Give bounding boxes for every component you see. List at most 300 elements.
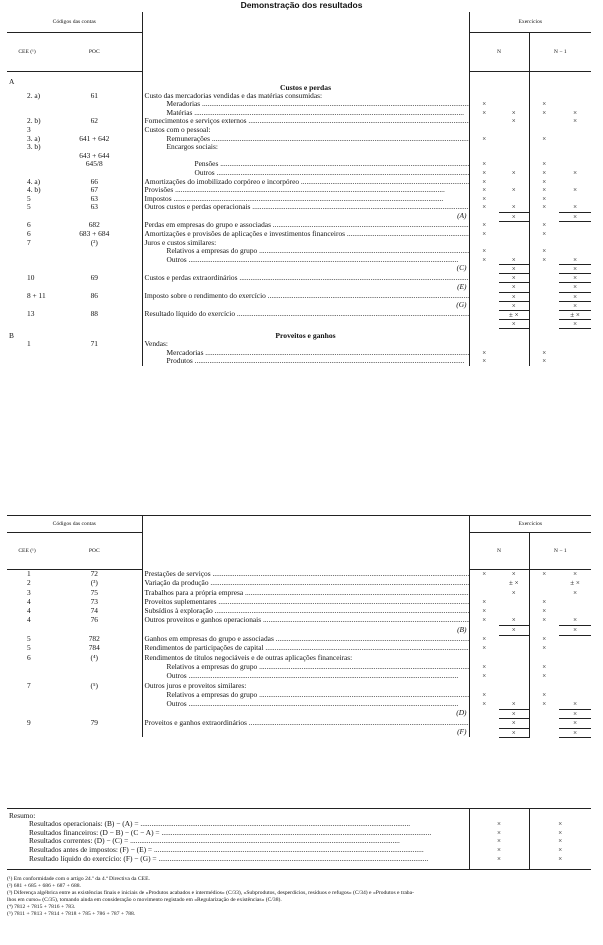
poc-code: 61 — [47, 92, 142, 101]
part-a-letter: A — [9, 77, 15, 86]
n-total-mark — [499, 635, 529, 644]
n-total-mark — [499, 654, 529, 663]
n1-header: N − 1 — [529, 33, 591, 72]
poc-code — [47, 283, 142, 292]
cee-code: 6 — [27, 653, 31, 662]
account-description — [142, 239, 469, 248]
description-text: (F) — [457, 728, 467, 737]
account-description — [142, 728, 469, 737]
n1-total-mark — [559, 607, 591, 616]
n-total-mark — [499, 230, 529, 239]
n1-header-2: N − 1 — [529, 533, 591, 570]
footnote: (²) 681 + 685 + 686 + 687 + 688. — [7, 883, 81, 889]
n1-debit-mark — [529, 117, 559, 126]
table-row — [7, 135, 591, 144]
n1-total-mark: × — [573, 588, 578, 597]
n-debit-mark — [469, 92, 499, 101]
poc-code — [47, 264, 142, 273]
n-debit-mark: × — [482, 229, 487, 238]
n1-total-mark — [559, 691, 591, 700]
n1-debit-mark — [529, 589, 559, 598]
n-total-mark — [499, 663, 529, 672]
cee-code: 9 — [27, 718, 31, 727]
n-header: N — [469, 33, 529, 72]
table-row — [7, 672, 591, 681]
n-debit-mark: × — [482, 607, 487, 616]
table-row — [7, 349, 591, 358]
description-text: Provisões ..... — [145, 186, 445, 194]
description-text: (E) — [457, 282, 467, 291]
cee-code — [7, 160, 47, 169]
table-row — [7, 719, 591, 728]
cee-code: 10 — [27, 273, 35, 282]
table-row — [7, 221, 591, 230]
n1-debit-mark: × — [542, 100, 547, 109]
n-debit-mark: × — [482, 134, 487, 143]
resumo-label: Resumo: — [7, 809, 469, 821]
n-debit-mark — [469, 212, 499, 221]
account-description — [142, 92, 469, 101]
n1-total-mark — [559, 672, 591, 681]
poc-code — [47, 301, 142, 310]
footnote: (⁴) 7812 + 7815 + 7816 + 783. — [7, 904, 76, 910]
poc-code — [47, 357, 142, 366]
n1-debit-mark — [529, 274, 559, 283]
account-description — [142, 109, 469, 118]
cee-code: 3 — [27, 126, 31, 135]
cee-code: 4. a) — [27, 177, 41, 186]
description-text: Variação da produção ..... — [145, 579, 470, 587]
footnote: (⁵) 7811 + 7813 + 7814 + 7818 + 785 + 786 + 787 + 788. — [7, 911, 136, 917]
n-total-mark: × — [499, 700, 529, 709]
resumo-description-text: Resultados operacionais: (B) − (A) = ..... — [29, 820, 410, 828]
n1-total-mark: × — [559, 728, 591, 737]
income-statement-costs-table — [7, 12, 591, 366]
n1-debit-mark: × — [542, 700, 547, 709]
poc-code — [47, 700, 142, 709]
n-debit-mark — [469, 340, 499, 349]
poc-code — [47, 100, 142, 109]
account-description — [142, 117, 469, 126]
n1-debit-mark: × — [542, 672, 547, 681]
n-total-mark — [499, 135, 529, 144]
n1-total-mark: × — [573, 292, 578, 301]
n1-debit-mark — [529, 126, 559, 135]
poc-code: (³) — [47, 579, 142, 588]
description-text: Impostos ..... — [145, 195, 444, 203]
n1-total-mark — [559, 100, 591, 109]
account-description — [142, 654, 469, 663]
n-debit-mark — [469, 728, 499, 737]
n1-total-mark: × — [559, 626, 591, 635]
resumo-description — [7, 829, 469, 838]
resumo-n-mark: × — [469, 855, 529, 864]
cee-code: 2 — [27, 579, 31, 588]
n1-debit-mark: × — [542, 255, 547, 264]
n-debit-mark: × — [482, 255, 487, 264]
poc-code: 79 — [47, 719, 142, 728]
table-row — [7, 589, 591, 598]
n1-debit-mark — [529, 283, 559, 292]
table-row — [7, 274, 591, 283]
resumo-description-text: Resultado líquido do exercício: (F) − (G) = ..... — [29, 855, 428, 863]
resumo-row — [7, 820, 591, 829]
n1-debit-mark: × — [542, 186, 547, 195]
cee-code — [7, 691, 47, 700]
description-text: Encargos sociais: — [166, 143, 218, 152]
account-description — [142, 186, 469, 195]
n-debit-mark — [469, 682, 499, 691]
table-row — [7, 169, 591, 178]
n-debit-mark: × — [482, 100, 487, 109]
n1-total-mark — [559, 654, 591, 663]
n-total-mark — [499, 178, 529, 187]
account-description — [142, 292, 469, 301]
cee-code: 4 — [27, 597, 31, 606]
cee-code: 2. b) — [27, 117, 41, 126]
table-row — [7, 186, 591, 195]
n1-total-mark: × — [559, 709, 591, 718]
account-description — [142, 160, 469, 169]
cee-code — [7, 212, 47, 221]
cee-code: 7 — [27, 238, 31, 247]
table-row — [7, 700, 591, 709]
n1-debit-mark: × — [542, 229, 547, 238]
account-description — [142, 607, 469, 616]
n-debit-mark — [469, 264, 499, 273]
n-total-mark: × — [499, 320, 529, 329]
account-description — [142, 301, 469, 310]
account-description — [142, 691, 469, 700]
table-row — [7, 598, 591, 607]
n-debit-mark — [469, 283, 499, 292]
n-debit-mark: × — [482, 644, 487, 653]
n1-debit-mark — [529, 579, 559, 588]
description-text: Rendimentos de títulos negociáveis e de outras aplicações financeiras: — [144, 653, 353, 662]
table-row — [7, 635, 591, 644]
account-description — [142, 626, 469, 635]
n-debit-mark: × — [482, 169, 487, 178]
n1-total-mark: × — [559, 212, 591, 221]
n-total-mark: × — [499, 292, 529, 301]
n1-total-mark: × — [573, 274, 578, 283]
poc-code — [47, 109, 142, 118]
n-debit-mark: × — [482, 247, 487, 256]
resumo-n1-mark: × — [558, 854, 563, 863]
description-text: Trabalhos para a própria empresa ..... — [145, 589, 470, 597]
table-row — [7, 143, 591, 152]
page-title: Demonstração dos resultados — [240, 0, 363, 10]
account-description — [142, 598, 469, 607]
cee-code: 1 — [27, 340, 31, 349]
poc-code: 72 — [47, 570, 142, 580]
resumo-n-mark: × — [469, 837, 529, 846]
description-text: Amortizações do imobilizado corpóreo e incorpóreo ..... — [145, 178, 470, 186]
description-text: Fornecimentos e serviços externos ..... — [145, 117, 470, 125]
resumo-description-text: Resultados antes de impostos: (F) − (E) = ..... — [29, 846, 424, 854]
cee-code: 5 — [27, 635, 31, 644]
poc-code — [47, 663, 142, 672]
account-description — [142, 340, 469, 349]
poc-code: (²) — [47, 239, 142, 248]
n1-total-mark — [559, 221, 591, 230]
description-text: Proveitos suplementares ..... — [145, 598, 470, 606]
footnotes — [7, 876, 597, 918]
n-total-mark: × — [499, 212, 529, 221]
n1-total-mark — [559, 663, 591, 672]
codigos-header: Códigos das contas — [7, 12, 142, 33]
cee-code: 8 + 11 — [27, 292, 46, 301]
cee-header: CEE (¹) — [7, 33, 47, 72]
description-text: Outros ..... — [195, 169, 470, 177]
account-description — [142, 672, 469, 681]
n-total-mark: × — [499, 256, 529, 265]
cee-code: 3 — [27, 588, 31, 597]
account-description — [142, 221, 469, 230]
cee-code — [7, 169, 47, 178]
n1-debit-mark: × — [542, 644, 547, 653]
resumo-row — [7, 829, 591, 838]
n1-debit-mark: × — [542, 134, 547, 143]
cee-code: 1 — [27, 569, 31, 578]
n1-debit-mark — [529, 709, 559, 718]
n1-debit-mark: × — [542, 597, 547, 606]
table-row — [7, 570, 591, 580]
n1-debit-mark: × — [542, 247, 547, 256]
account-description — [142, 126, 469, 135]
poc-code — [47, 728, 142, 737]
table-row — [7, 203, 591, 212]
n1-debit-mark — [529, 310, 559, 319]
exercicios-header: Exercícios — [469, 12, 591, 33]
n-total-mark: × — [499, 274, 529, 283]
resumo-n1-mark: × — [558, 837, 563, 846]
account-description — [142, 589, 469, 598]
n-total-mark — [499, 691, 529, 700]
account-description — [142, 310, 469, 319]
account-description — [142, 152, 469, 161]
account-description — [142, 709, 469, 718]
table-row — [7, 247, 591, 256]
poc-code: 71 — [47, 340, 142, 349]
table-row — [7, 160, 591, 169]
footnote: (¹) Em conformidade com o artigo 24.º da 4.ª Directiva da CEE. — [7, 876, 150, 882]
table-row — [7, 644, 591, 653]
n1-total-mark — [559, 349, 591, 358]
n1-debit-mark: × — [542, 203, 547, 212]
resumo-n1-mark: × — [558, 828, 563, 837]
resumo-description-text: Resultados financeiros: (D − B) − (C − A) = ..... — [29, 829, 431, 837]
n-debit-mark: × — [482, 700, 487, 709]
table-row — [7, 320, 591, 329]
n1-debit-mark — [529, 654, 559, 663]
cee-code — [7, 320, 47, 329]
n-debit-mark — [469, 239, 499, 248]
poc-header-2: POC — [47, 533, 142, 570]
cee-code: 4. b) — [27, 186, 41, 195]
n-total-mark — [499, 221, 529, 230]
n1-total-mark: × — [573, 719, 578, 728]
resumo-description-text: Resultados correntes: (D) − (C) = ..... — [29, 837, 400, 845]
account-description — [142, 135, 469, 144]
poc-code: 76 — [47, 616, 142, 625]
n-total-mark: × — [499, 203, 529, 212]
cee-code: 2. a) — [27, 91, 41, 100]
cee-code: 4 — [27, 616, 31, 625]
income-statement-revenues-table — [7, 515, 591, 738]
poc-code — [47, 247, 142, 256]
description-text: Mercadorias ..... — [167, 349, 470, 357]
description-text: Produtos ..... — [167, 357, 465, 365]
resumo-row — [7, 837, 591, 846]
account-description — [142, 283, 469, 292]
resumo-table — [7, 808, 591, 870]
table-row — [7, 195, 591, 204]
n1-debit-mark: × — [542, 177, 547, 186]
n1-total-mark — [559, 230, 591, 239]
table-row — [7, 117, 591, 126]
n-debit-mark — [469, 126, 499, 135]
n-debit-mark — [469, 301, 499, 310]
account-description — [142, 644, 469, 653]
table-row — [7, 126, 591, 135]
n-debit-mark — [469, 117, 499, 126]
table-row — [7, 100, 591, 109]
n1-debit-mark — [529, 264, 559, 273]
account-description — [142, 178, 469, 187]
n1-debit-mark — [529, 340, 559, 349]
description-text: Prestações de serviços ..... — [145, 570, 470, 578]
poc-code: 63 — [47, 203, 142, 212]
n-debit-mark — [469, 152, 499, 161]
n1-debit-mark: × — [542, 357, 547, 366]
n-debit-mark — [469, 320, 499, 329]
n1-debit-mark: × — [542, 635, 547, 644]
table-row — [7, 152, 591, 161]
n1-debit-mark — [529, 719, 559, 728]
table-row — [7, 709, 591, 718]
description-text: Remunerações ..... — [167, 135, 470, 143]
resumo-n-mark: × — [469, 829, 529, 838]
poc-code: 67 — [47, 186, 142, 195]
n-debit-mark — [469, 143, 499, 152]
n-debit-mark — [469, 292, 499, 301]
n1-total-mark — [559, 247, 591, 256]
n1-total-mark: × — [559, 320, 591, 329]
description-text: Outros ..... — [167, 672, 459, 680]
account-description — [142, 274, 469, 283]
cee-code — [7, 264, 47, 273]
description-text: Pensões ..... — [195, 160, 470, 168]
n-total-mark — [499, 340, 529, 349]
n1-total-mark — [559, 126, 591, 135]
n1-debit-mark: × — [542, 348, 547, 357]
description-text: Relativos a empresas do grupo ..... — [167, 691, 470, 699]
description-text: Outros juros e proveitos similares: — [144, 681, 247, 690]
table-row — [7, 239, 591, 248]
n-total-mark: × — [499, 264, 529, 273]
n-debit-mark: × — [482, 194, 487, 203]
n1-debit-mark — [529, 728, 559, 737]
table-row — [7, 663, 591, 672]
description-text: Outros ..... — [167, 700, 459, 708]
n-total-mark: × — [499, 626, 529, 635]
account-description — [142, 247, 469, 256]
account-description — [142, 100, 469, 109]
footnote: lhos em curso» (C/35), tomando ainda em consideração o movimento registado em «Regularização de existências» (C/38). — [7, 897, 282, 903]
poc-code: 645/8 — [47, 160, 142, 169]
n-total-mark: ± × — [499, 579, 529, 588]
n1-total-mark — [559, 160, 591, 169]
cee-code — [7, 301, 47, 310]
cee-code: 3. b) — [27, 143, 41, 152]
n-debit-mark: × — [482, 597, 487, 606]
poc-code — [47, 143, 142, 152]
description-text: Outros custos e perdas operacionais ..... — [145, 203, 470, 211]
n1-total-mark — [559, 135, 591, 144]
description-text: (C) — [456, 264, 467, 273]
n-total-mark: × — [499, 570, 529, 580]
description-text: (D) — [456, 709, 467, 718]
account-description — [142, 320, 469, 329]
n1-total-mark — [559, 644, 591, 653]
n1-debit-mark — [529, 682, 559, 691]
n1-debit-mark: × — [542, 607, 547, 616]
table-row — [7, 616, 591, 625]
account-description — [142, 169, 469, 178]
n-total-mark — [499, 598, 529, 607]
resumo-row — [7, 846, 591, 855]
n-total-mark — [499, 349, 529, 358]
poc-code: 62 — [47, 117, 142, 126]
poc-header: POC — [47, 33, 142, 72]
n1-total-mark — [559, 598, 591, 607]
n-debit-mark: × — [482, 203, 487, 212]
n1-total-mark: × — [559, 283, 591, 292]
description-text: Custos e perdas extraordinários ..... — [145, 274, 470, 282]
part-a-section-title: Custos e perdas — [142, 72, 469, 92]
account-description — [142, 579, 469, 588]
cee-code: 13 — [27, 310, 35, 319]
cee-header-2: CEE (¹) — [7, 533, 47, 570]
table-row — [7, 310, 591, 319]
n1-total-mark: × — [573, 203, 578, 212]
n-total-mark — [499, 672, 529, 681]
n-total-mark — [499, 239, 529, 248]
account-description — [142, 570, 469, 580]
poc-code — [47, 691, 142, 700]
account-description — [142, 349, 469, 358]
part-b-section-title: Proveitos e ganhos — [142, 329, 469, 340]
n1-debit-mark: × — [542, 570, 547, 578]
table-row — [7, 340, 591, 349]
n1-total-mark: × — [573, 255, 578, 264]
description-text: Subsídios à exploração ..... — [145, 607, 470, 615]
description-text: Perdas em empresas do grupo e associadas ..... — [145, 221, 470, 229]
table-row — [7, 357, 591, 366]
n-debit-mark: × — [482, 672, 487, 681]
account-description — [142, 357, 469, 366]
n1-debit-mark — [529, 626, 559, 635]
n1-total-mark — [559, 143, 591, 152]
description-text: Outros ..... — [167, 256, 459, 264]
n1-debit-mark: × — [542, 194, 547, 203]
n1-debit-mark: × — [542, 160, 547, 169]
table-row — [7, 92, 591, 101]
poc-code: 74 — [47, 607, 142, 616]
description-text: Ganhos em empresas do grupo e associadas ..... — [145, 635, 470, 643]
table-row — [7, 264, 591, 273]
